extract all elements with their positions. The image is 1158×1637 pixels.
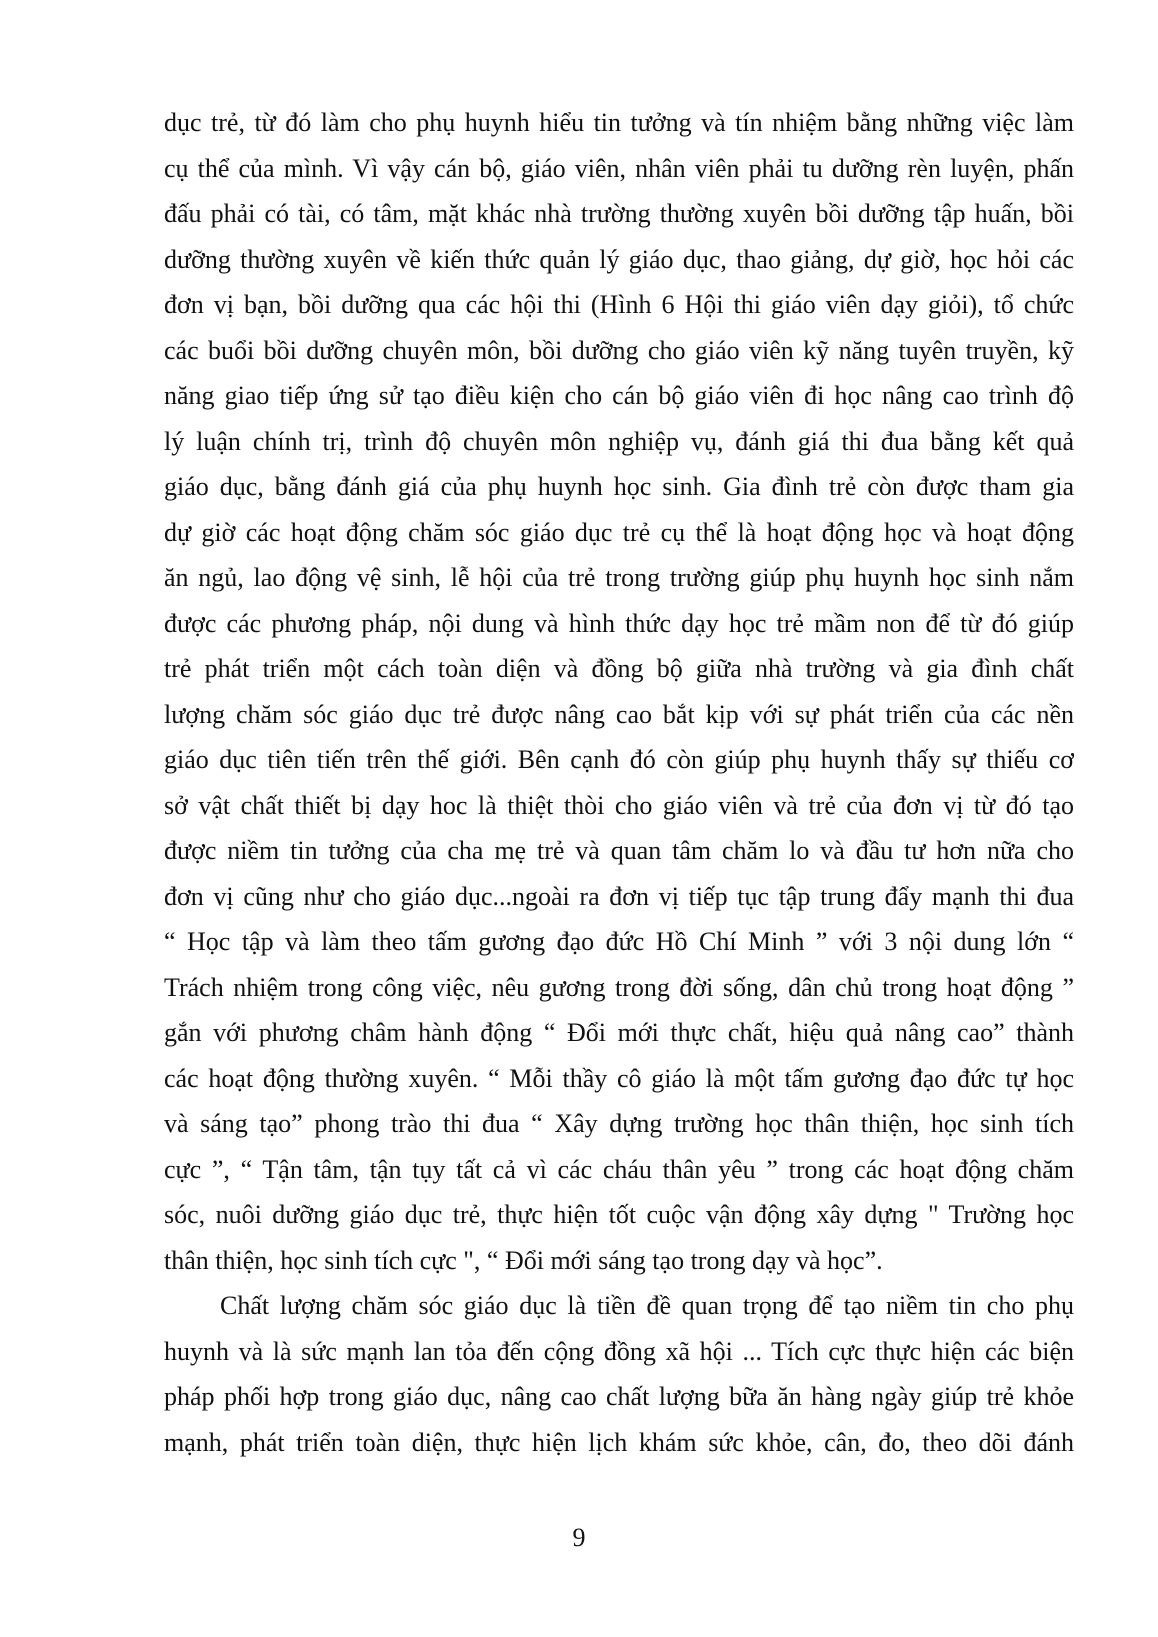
body-text (164, 100, 1074, 1465)
text-line: các hoạt động thường xuyên. “ Mỗi thầy cô giáo là một tấm gương đạo đức tự học (164, 1063, 1074, 1093)
text-line: đấu phải có tài, có tâm, mặt khác nhà trường thường xuyên bồi dưỡng tập huấn, bồi (164, 199, 1074, 228)
text-line: cực ”, “ Tận tâm, tận tụy tất cả vì các cháu thân yêu ” trong các hoạt động chăm (164, 1154, 1074, 1184)
text-line: đơn vị cũng như cho giáo dục...ngoài ra đơn vị tiếp tục tập trung đẩy mạnh thi đua (164, 881, 1074, 911)
text-line: sóc, nuôi dưỡng giáo dục trẻ, thực hiện tốt cuộc vận động xây dựng " Trường học (164, 1200, 1074, 1229)
text-line: lý luận chính trị, trình độ chuyên môn nghiệp vụ, đánh giá thi đua bằng kết quả (164, 426, 1074, 456)
text-line: “ Học tập và làm theo tấm gương đạo đức Hồ Chí Minh ” với 3 nội dung lớn “ (164, 927, 1074, 956)
text-line: mạnh, phát triển toàn diện, thực hiện lịch khám sức khỏe, cân, đo, theo dõi đánh (164, 1427, 1074, 1457)
text-line: Trách nhiệm trong công việc, nêu gương trong đời sống, dân chủ trong hoạt động ” (164, 972, 1074, 1002)
text-line: gắn với phương châm hành động “ Đổi mới thực chất, hiệu quả nâng cao” thành (164, 1018, 1074, 1047)
text-line: giáo dục, bằng đánh giá của phụ huynh học sinh. Gia đình trẻ còn được tham gia (164, 472, 1074, 501)
text-line: đơn vị bạn, bồi dưỡng qua các hội thi (Hình 6 Hội thi giáo viên dạy giỏi), tổ chức (164, 290, 1074, 319)
text-line: dự giờ các hoạt động chăm sóc giáo dục trẻ cụ thể là hoạt động học và hoạt động (164, 517, 1074, 547)
text-line: sở vật chất thiết bị dạy hoc là thiệt thòi cho giáo viên và trẻ của đơn vị từ đó tạo (164, 790, 1074, 820)
text-line: trẻ phát triển một cách toàn diện và đồng bộ giữa nhà trường và gia đình chất (164, 654, 1074, 683)
text-line: lượng chăm sóc giáo dục trẻ được nâng cao bắt kịp với sự phát triển của các nền (164, 699, 1074, 729)
text-line: dưỡng thường xuyên về kiến thức quản lý giáo dục, thao giảng, dự giờ, học hỏi các (164, 244, 1074, 274)
text-line: ăn ngủ, lao động vệ sinh, lễ hội của trẻ trong trường giúp phụ huynh học sinh nắm (164, 563, 1074, 592)
paragraph-2 (164, 1283, 1074, 1465)
page-number: 9 (572, 1523, 586, 1552)
text-line: thân thiện, học sinh tích cực ", “ Đổi mới sáng tạo trong dạy và học”. (164, 1245, 883, 1275)
text-line: giáo dục tiên tiến trên thế giới. Bên cạnh đó còn giúp phụ huynh thấy sự thiếu cơ (164, 745, 1074, 774)
text-line: và sáng tạo” phong trào thi đua “ Xây dựng trường học thân thiện, học sinh tích (164, 1109, 1074, 1138)
text-line: pháp phối hợp trong giáo dục, nâng cao chất lượng bữa ăn hàng ngày giúp trẻ khỏe (164, 1382, 1074, 1411)
text-line: các buổi bồi dưỡng chuyên môn, bồi dưỡng cho giáo viên kỹ năng tuyên truyền, kỹ (164, 335, 1074, 365)
text-line: cụ thể của mình. Vì vậy cán bộ, giáo viên, nhân viên phải tu dưỡng rèn luyện, phấn (164, 153, 1074, 183)
text-line: năng giao tiếp ứng sử tạo điều kiện cho cán bộ giáo viên đi học nâng cao trình độ (164, 381, 1074, 410)
paragraph-1 (164, 100, 1074, 1283)
text-line: được niềm tin tưởng của cha mẹ trẻ và quan tâm chăm lo và đầu tư hơn nữa cho (164, 836, 1074, 865)
text-line: được các phương pháp, nội dung và hình thức dạy học trẻ mầm non để từ đó giúp (164, 608, 1074, 638)
text-line: dục trẻ, từ đó làm cho phụ huynh hiểu tin tưởng và tín nhiệm bằng những việc làm (164, 108, 1074, 137)
text-line: Chất lượng chăm sóc giáo dục là tiền đề quan trọng để tạo niềm tin cho phụ (220, 1291, 1074, 1320)
text-line: huynh và là sức mạnh lan tỏa đến cộng đồng xã hội ... Tích cực thực hiện các biện (164, 1336, 1074, 1366)
